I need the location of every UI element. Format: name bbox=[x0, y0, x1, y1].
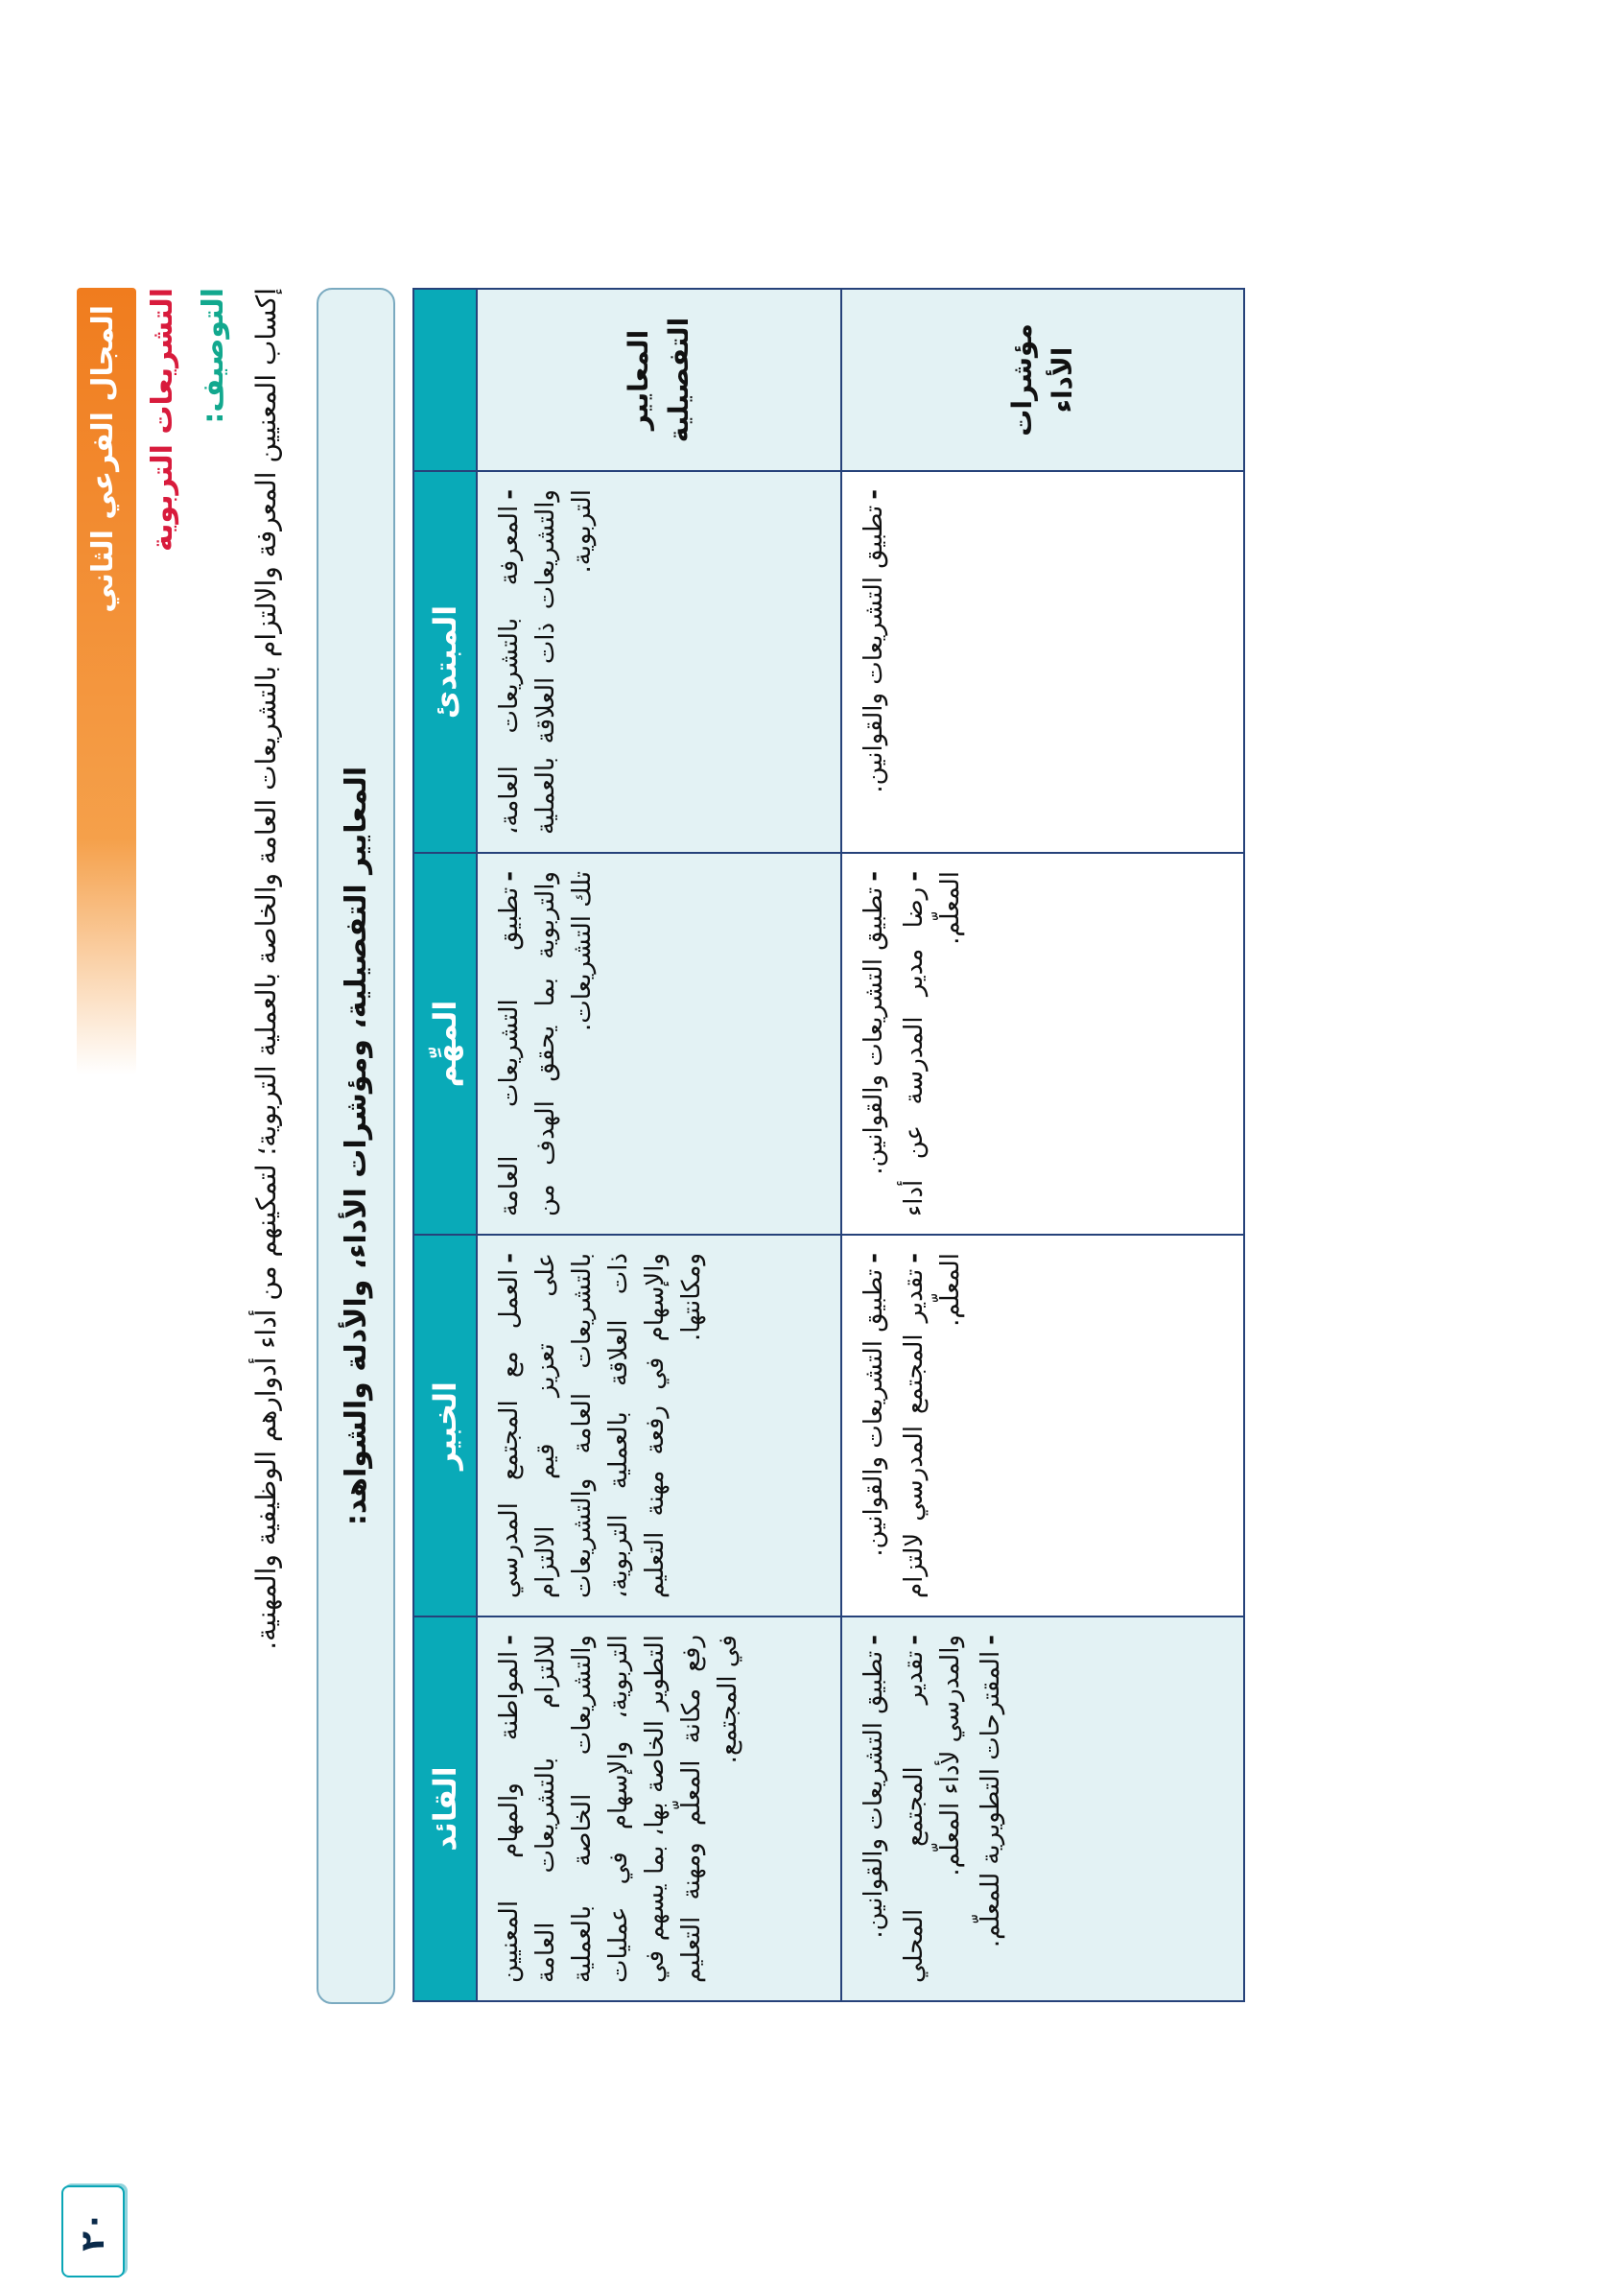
list-item: -تطبيق التشريعات والقوانين. bbox=[859, 1253, 888, 1557]
cell-standards-expert bbox=[477, 1235, 841, 1616]
header-expert: الخبير bbox=[413, 1235, 477, 1616]
cell-indicators-leader bbox=[841, 1616, 1244, 2001]
cell-indicators-beginner bbox=[841, 471, 1244, 853]
cell-indicators-expert bbox=[841, 1235, 1244, 1616]
header-competent: المهِّم bbox=[413, 853, 477, 1235]
description-label: التوصيف: bbox=[197, 288, 230, 424]
cell-standards-leader bbox=[477, 1616, 841, 2001]
table-caption-strip bbox=[317, 288, 395, 2004]
subtitle: التشريعات التربوية bbox=[146, 288, 179, 553]
list-item: -تقدير المجتمع المدرسي لالتزام المعلّم. bbox=[900, 1253, 965, 1598]
standards-table bbox=[412, 288, 1245, 2002]
list-item: -المعرفة بالتشريعات العامة، والتشريعات ذات العلاقة بالعملية التربوية. bbox=[495, 489, 597, 835]
list-item: -العمل مع المجتمع المدرسي على تعزيز قيم الالتزام بالتشريعات العامة والتشريعات ذات العلاقة بالعملية التربوية، والإسهام في رفعة مهنة التعليم ومكانتها. bbox=[495, 1253, 706, 1598]
row-header-indicators: مؤشرات الأداء bbox=[841, 289, 1244, 471]
list-item: -تطبيق التشريعات والقوانين. bbox=[859, 871, 888, 1175]
description-text: إكساب المعنيين المعرفة والالتزام بالتشريعات العامة والخاصة بالعملية التربوية؛ لتمكينهم من أداء أدوارهم الوظيفية والمهنية. bbox=[250, 288, 282, 1650]
row-header-standards: المعايير التفصيلية bbox=[477, 289, 841, 471]
list-item: -تطبيق التشريعات العامة والتربوية بما يحقق الهدف من تلك التشريعات. bbox=[495, 871, 597, 1216]
table-row bbox=[477, 289, 841, 2001]
table-row bbox=[841, 289, 1244, 2001]
table-header-row bbox=[413, 289, 477, 2001]
list-item: -المواطنة والمهام المعنيين للالتزام بالتشريعات العامة والتشريعات الخاصة بالعملية التربوية، والإسهام في عمليات التطوير الخاصة بها، بما يسهم في رفع مكانة المعلّم ومهنة التعليم في المجتمع. bbox=[495, 1635, 742, 1983]
header-corner bbox=[413, 289, 477, 471]
section-banner bbox=[77, 288, 136, 1074]
list-item: -تطبيق التشريعات والقوانين. bbox=[859, 1635, 888, 1939]
cell-indicators-competent bbox=[841, 853, 1244, 1235]
table-caption: المعايير التفصيلية، ومؤشرات الأداء، والأدلة والشواهد: bbox=[339, 766, 373, 1526]
header-leader: القائد bbox=[413, 1616, 477, 2001]
cell-standards-beginner bbox=[477, 471, 841, 853]
list-item: -المقترحات التطويرية للمعلّم. bbox=[977, 1635, 1005, 1948]
section-title: المجال الفرعي الثاني bbox=[86, 305, 120, 613]
page-number: ٢٠ bbox=[61, 2185, 125, 2277]
list-item: -تطبيق التشريعات والقوانين. bbox=[859, 489, 888, 793]
list-item: -تقدير المجتمع المحلي والمدرسي لأداء المعلّم. bbox=[900, 1635, 965, 1983]
list-item: -رضا مدير المدرسة عن أداء المعلّم. bbox=[900, 871, 965, 1216]
cell-standards-competent bbox=[477, 853, 841, 1235]
header-beginner: المبتدئ bbox=[413, 471, 477, 853]
